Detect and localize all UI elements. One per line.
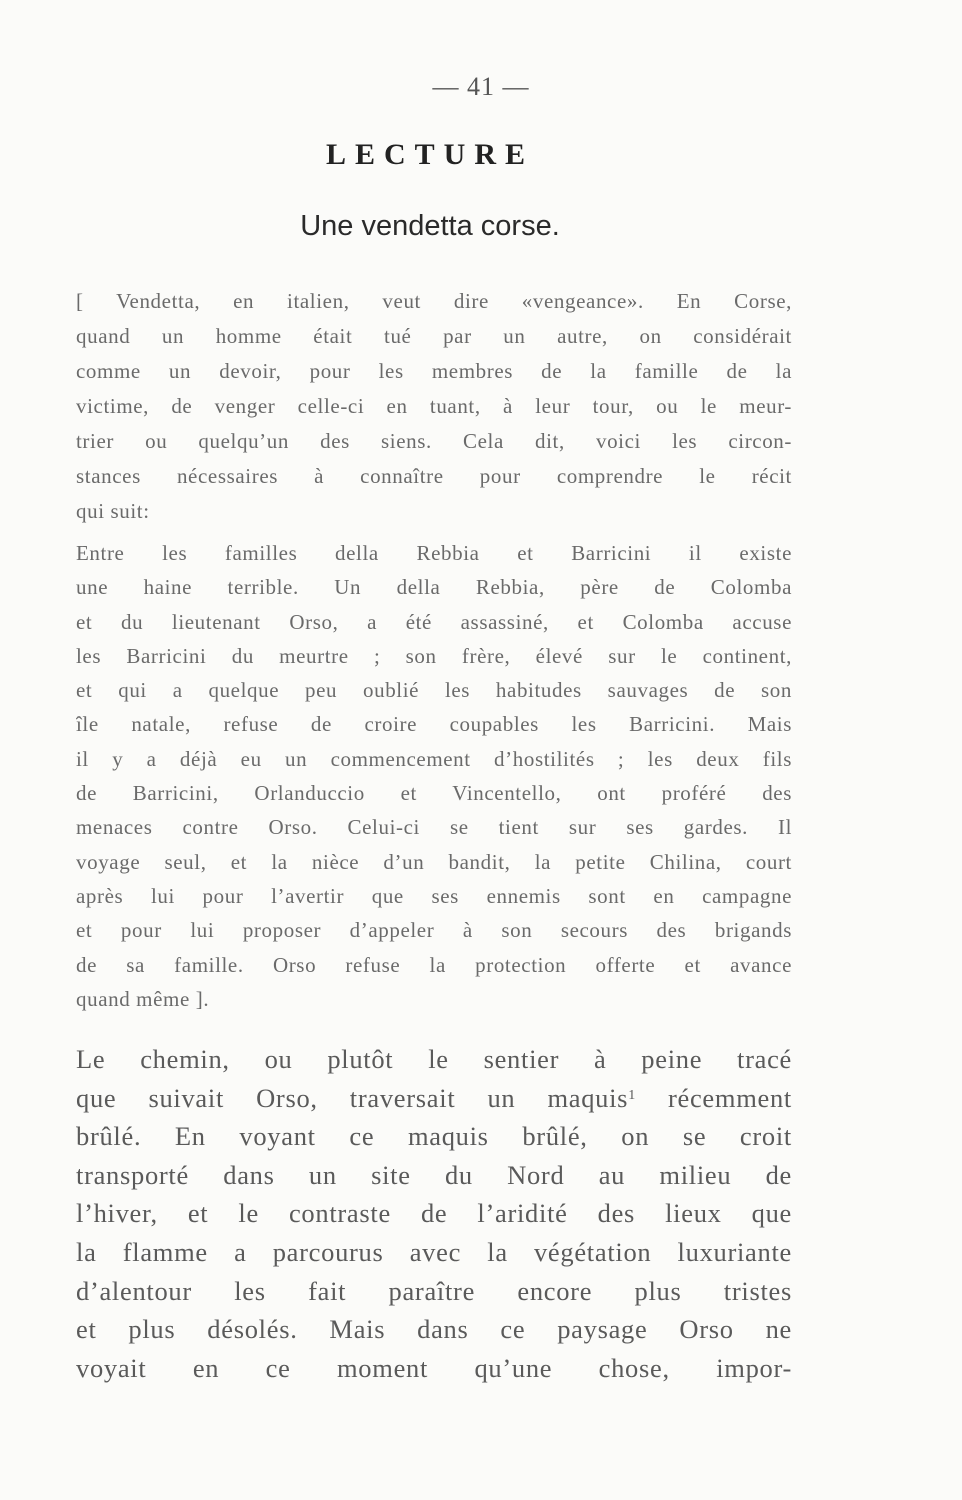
intro-line: qui suit: <box>76 499 150 523</box>
summary-line: et du lieutenant Orso, a été assassiné, et Colomba accuse <box>76 609 792 634</box>
intro-line: quand un homme était tué par un autre, on considérait <box>76 324 792 348</box>
summary-line: une haine terrible. Un della Rebbia, père de Colomba <box>76 575 792 600</box>
summary-line: de sa famille. Orso refuse la protection offerte et avance <box>76 952 792 977</box>
chapter-title: Une vendetta corse. <box>300 210 560 242</box>
summary-line: et pour lui proposer d’appeler à son secours des brigands <box>76 918 792 943</box>
body-line-text: que suivait Orso, traversait un maquis <box>76 1082 629 1113</box>
body-line-with-footnote <box>76 1079 792 1118</box>
body-line: brûlé. En voyant ce maquis brûlé, on se croit <box>76 1121 792 1152</box>
summary-line: menaces contre Orso. Celui-ci se tient sur ses gardes. Il <box>76 815 792 840</box>
page-number: — 41 — <box>432 72 530 101</box>
body-line: d’alentour les fait paraître encore plus tristes <box>76 1275 792 1306</box>
footnote-mark: 1 <box>628 1087 636 1103</box>
summary-line: Entre les familles della Rebbia et Barricini il existe <box>76 541 792 565</box>
summary-line: et qui a quelque peu oublié les habitudes sauvages de son <box>76 678 792 703</box>
body-line: voyait en ce moment qu’une chose, impor- <box>76 1352 792 1383</box>
summary-line: voyage seul, et la nièce d’un bandit, la petite Chilina, court <box>76 849 792 874</box>
summary-line: il y a déjà eu un commencement d’hostilités ; les deux fils <box>76 746 792 771</box>
body-line: et plus désolés. Mais dans ce paysage Orso ne <box>76 1314 792 1345</box>
intro-line: stances nécessaires à connaître pour comprendre le récit <box>76 464 792 488</box>
summary-line: après lui pour l’avertir que ses ennemis sont en campagne <box>76 883 792 908</box>
summary-line: quand même ]. <box>76 986 210 1011</box>
body-line-tail: récemment <box>635 1082 792 1113</box>
intro-paragraph <box>76 284 792 529</box>
body-line: Le chemin, ou plutôt le sentier à peine tracé <box>76 1044 792 1074</box>
summary-line: de Barricini, Orlanduccio et Vincentello, ont proféré des <box>76 781 792 806</box>
body-paragraph <box>76 1040 792 1387</box>
intro-line: victime, de venger celle-ci en tuant, à leur tour, ou le meur- <box>76 394 792 418</box>
intro-line: [ Vendetta, en italien, veut dire «vengeance». En Corse, <box>76 289 792 313</box>
summary-paragraph <box>76 536 792 1016</box>
intro-line: comme un devoir, pour les membres de la famille de la <box>76 359 792 383</box>
summary-line: les Barricini du meurtre ; son frère, élevé sur le continent, <box>76 643 792 668</box>
intro-line: trier ou quelqu’un des siens. Cela dit, voici les circon- <box>76 429 792 453</box>
summary-line: île natale, refuse de croire coupables les Barricini. Mais <box>76 712 792 737</box>
body-line: transporté dans un site du Nord au milieu de <box>76 1159 792 1190</box>
body-line: l’hiver, et le contraste de l’aridité des lieux que <box>76 1198 792 1229</box>
body-line: la flamme a parcourus avec la végétation luxuriante <box>76 1236 792 1267</box>
section-heading: LECTURE <box>325 138 535 171</box>
